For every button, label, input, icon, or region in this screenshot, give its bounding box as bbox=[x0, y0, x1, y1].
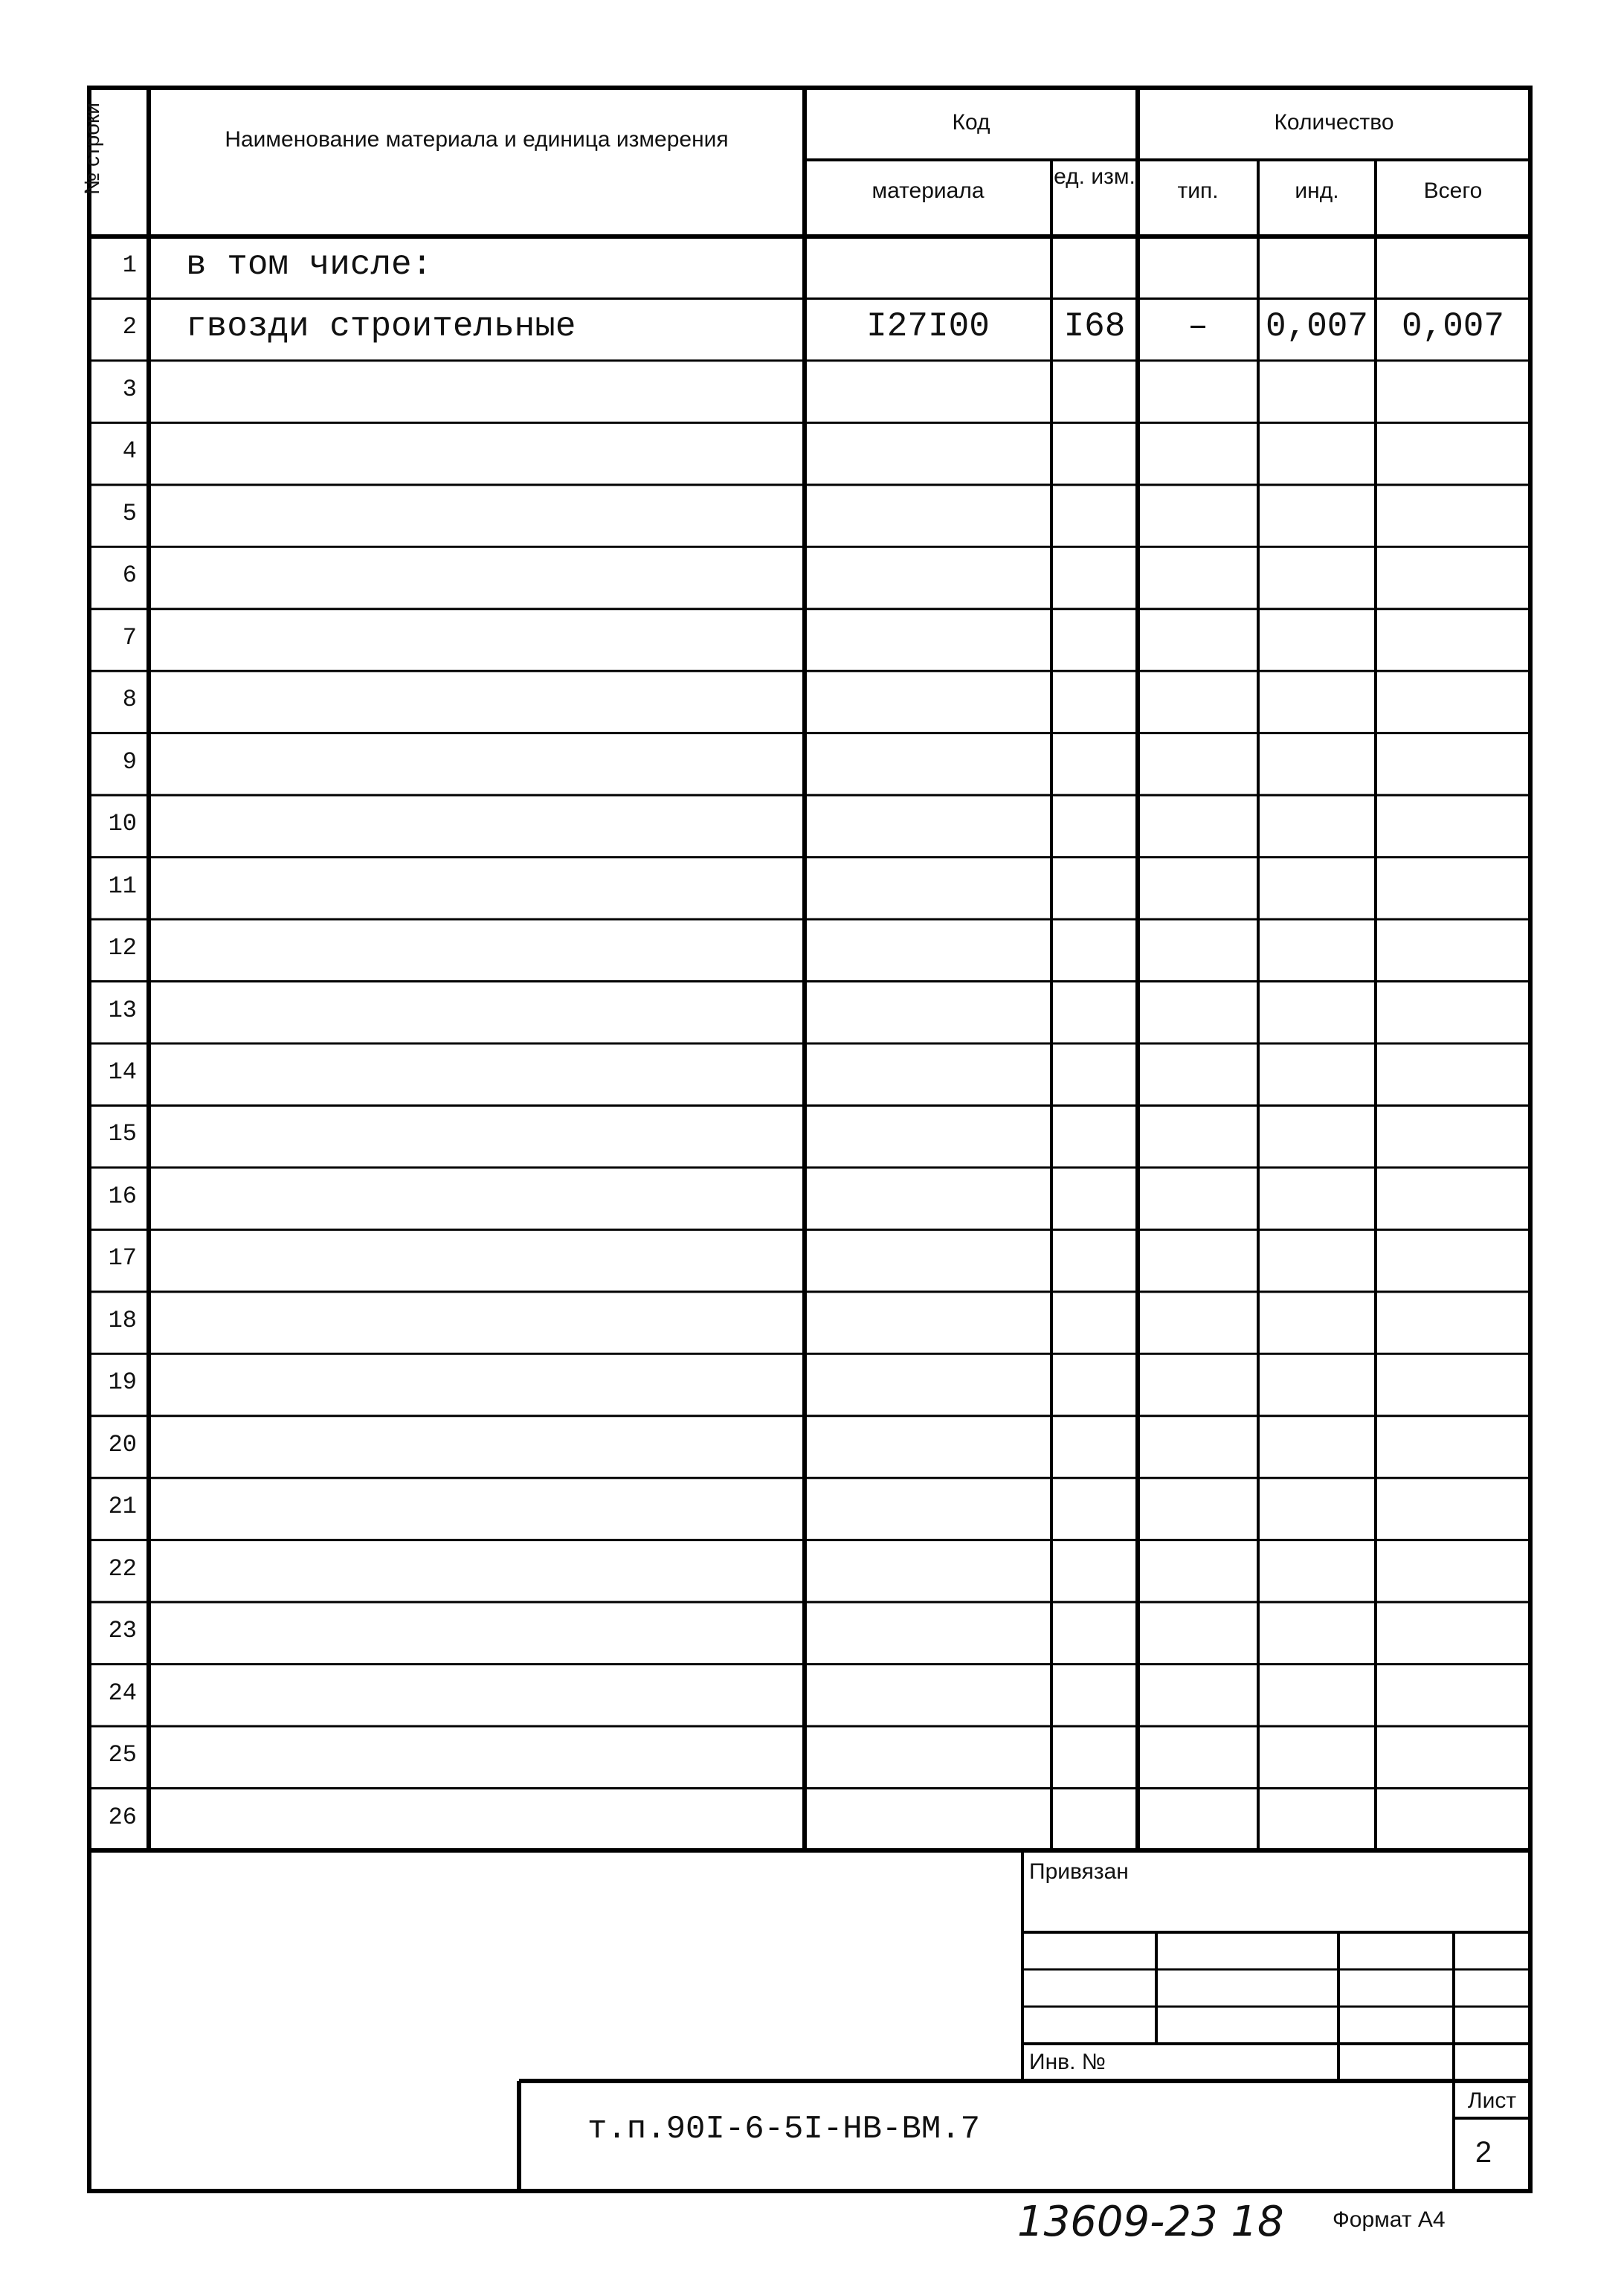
row-number: 26 bbox=[108, 1803, 137, 1831]
row-name-cell: гвозди строительные bbox=[186, 307, 576, 347]
bound-label: Привязан bbox=[1029, 1859, 1129, 1884]
row-number: 7 bbox=[122, 623, 137, 652]
row-number: 6 bbox=[122, 562, 137, 590]
name-column-header: Наименование материала и единица измерения bbox=[225, 127, 729, 152]
row-number: 16 bbox=[108, 1182, 137, 1210]
row-number: 23 bbox=[108, 1617, 137, 1645]
row-number: 2 bbox=[122, 313, 137, 341]
qty-total-header: Всего bbox=[1423, 178, 1483, 203]
row-name-cell: в том числе: bbox=[186, 245, 433, 284]
code-group-header: Код bbox=[952, 110, 990, 135]
row-code-cell: I27I00 bbox=[866, 307, 990, 347]
row-typ-cell: – bbox=[1188, 307, 1208, 347]
inventory-label: Инв. № bbox=[1029, 2050, 1106, 2074]
code-unit-header: ед. изм. bbox=[1054, 164, 1135, 189]
qty-ind-header: инд. bbox=[1295, 178, 1339, 203]
row-number: 13 bbox=[108, 996, 137, 1024]
row-number: 1 bbox=[122, 251, 137, 279]
row-number: 11 bbox=[108, 872, 137, 900]
row-number: 17 bbox=[108, 1244, 137, 1273]
sheet-label: Лист bbox=[1467, 2088, 1517, 2113]
row-number: 19 bbox=[108, 1368, 137, 1397]
row-number: 24 bbox=[108, 1679, 137, 1707]
qty-group-header: Количество bbox=[1274, 110, 1394, 135]
sheet-number: 2 bbox=[1475, 2136, 1492, 2169]
row-number: 21 bbox=[108, 1493, 137, 1521]
row-number: 14 bbox=[108, 1058, 137, 1086]
handwritten-archive-number: 13609-23 18 bbox=[1017, 2198, 1284, 2246]
row-number: 4 bbox=[122, 437, 137, 466]
row-number: 18 bbox=[108, 1306, 137, 1334]
row-unit-cell: I68 bbox=[1063, 307, 1126, 347]
document-code: т.п.90I-6-5I-НВ-ВМ.7 bbox=[587, 2111, 981, 2148]
row-ind-cell: 0,007 bbox=[1265, 307, 1369, 347]
code-material-header: материала bbox=[871, 178, 985, 203]
row-number: 3 bbox=[122, 375, 137, 403]
row-number: 15 bbox=[108, 1120, 137, 1148]
row-number: 12 bbox=[108, 934, 137, 962]
row-number: 22 bbox=[108, 1554, 137, 1583]
row-number: 25 bbox=[108, 1741, 137, 1769]
format-label: Формат А4 bbox=[1333, 2207, 1446, 2232]
row-number: 9 bbox=[122, 747, 137, 776]
row-number: 5 bbox=[122, 499, 137, 527]
qty-typ-header: тип. bbox=[1177, 178, 1219, 203]
row-total-cell: 0,007 bbox=[1401, 307, 1505, 347]
row-number: 20 bbox=[108, 1430, 137, 1458]
row-number-header: № строки bbox=[80, 103, 103, 195]
row-number: 8 bbox=[122, 686, 137, 714]
row-number: 10 bbox=[108, 810, 137, 838]
